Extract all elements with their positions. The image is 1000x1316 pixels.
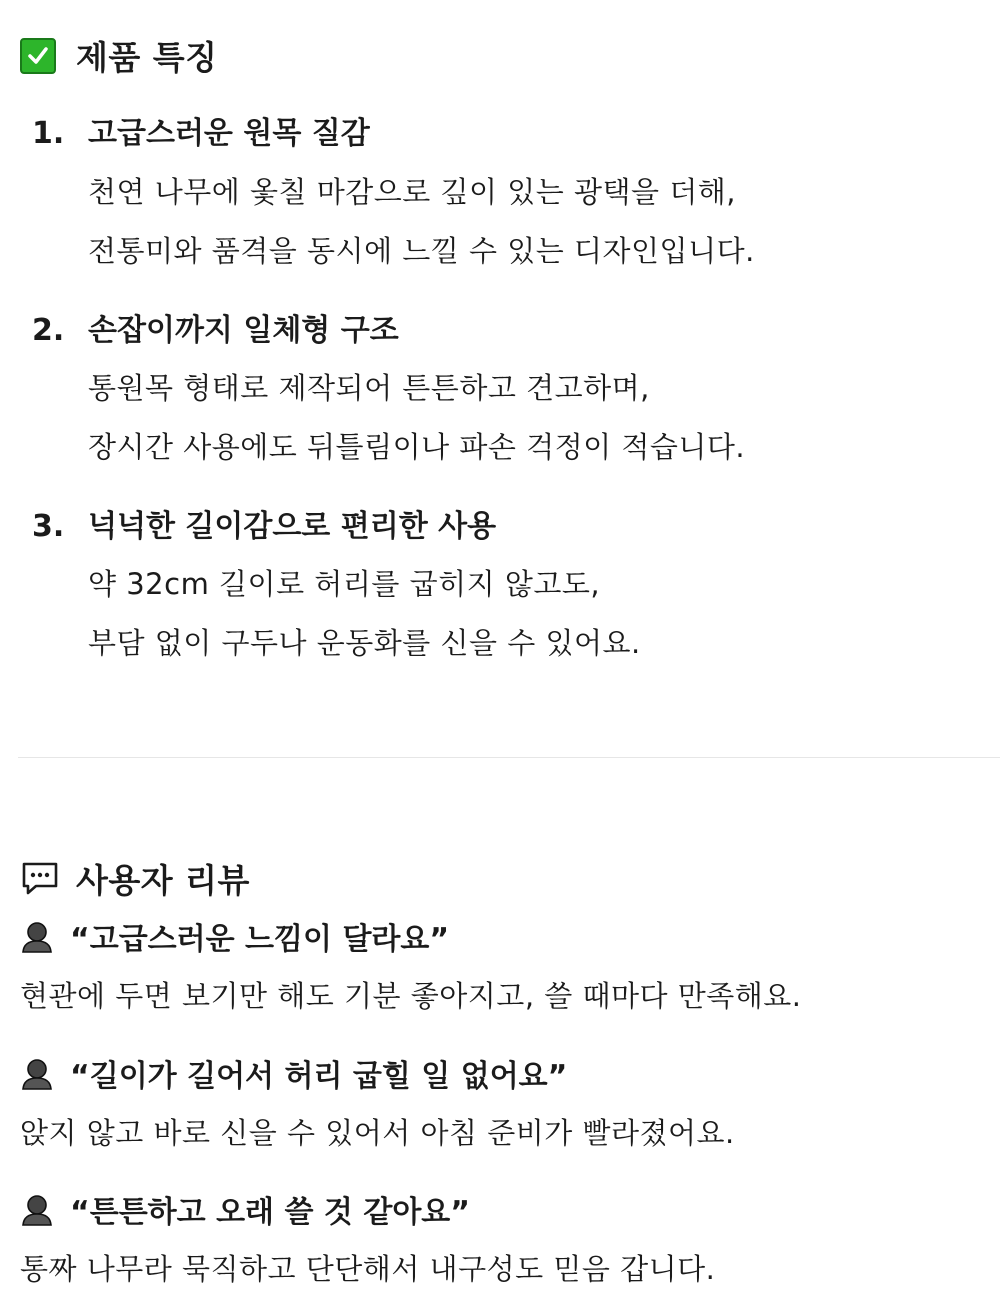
feature-number: 2. <box>32 313 65 348</box>
feature-item-3-title <box>32 501 496 545</box>
speech-bubble-icon <box>20 860 60 898</box>
feature-item-1-line-1: 천연 나무에 옻칠 마감으로 깊이 있는 광택을 더해, <box>88 175 737 209</box>
feature-item-2-line-1: 통원목 형태로 제작되어 튼튼하고 견고하며, <box>88 371 650 405</box>
review-title-text: “고급스러운 느낌이 달라요” <box>70 922 450 957</box>
person-avatar-icon <box>20 919 54 953</box>
feature-item-3-line-1: 약 32cm 길이로 허리를 굽히지 않고도, <box>88 567 601 601</box>
review-item-1-body: 현관에 두면 보기만 해도 기분 좋아지고, 쓸 때마다 만족해요. <box>20 979 802 1013</box>
feature-number: 3. <box>32 509 65 544</box>
person-avatar-icon <box>20 1192 54 1226</box>
reviews-heading <box>20 855 250 902</box>
feature-title-text: 손잡이까지 일체형 구조 <box>88 313 399 348</box>
feature-number: 1. <box>32 116 65 151</box>
review-item-1-title <box>20 914 449 958</box>
feature-item-1-line-2: 전통미와 품격을 동시에 느낄 수 있는 디자인입니다. <box>88 234 755 268</box>
feature-item-3-line-2: 부담 없이 구두나 운동화를 신을 수 있어요. <box>88 626 641 660</box>
features-heading <box>20 32 218 79</box>
feature-title-text: 넉넉한 길이감으로 편리한 사용 <box>88 509 497 544</box>
section-divider <box>18 757 1000 758</box>
review-item-3-title <box>20 1187 470 1231</box>
feature-item-1-title <box>32 108 370 152</box>
features-heading-text: 제품 특징 <box>76 38 218 77</box>
feature-item-2-line-2: 장시간 사용에도 뒤틀림이나 파손 걱정이 적습니다. <box>88 430 746 464</box>
review-title-text: “튼튼하고 오래 쓸 것 같아요” <box>70 1195 470 1230</box>
review-item-2-body: 앉지 않고 바로 신을 수 있어서 아침 준비가 빨라졌어요. <box>20 1116 735 1150</box>
review-item-3-body: 통짜 나무라 묵직하고 단단해서 내구성도 믿음 갑니다. <box>20 1252 716 1286</box>
reviews-heading-text: 사용자 리뷰 <box>76 861 250 900</box>
review-title-text: “길이가 길어서 허리 굽힐 일 없어요” <box>70 1059 568 1094</box>
review-item-2-title <box>20 1051 567 1095</box>
feature-item-2-title <box>32 305 399 349</box>
check-mark-icon <box>20 38 56 74</box>
person-avatar-icon <box>20 1056 54 1090</box>
feature-title-text: 고급스러운 원목 질감 <box>88 116 370 151</box>
